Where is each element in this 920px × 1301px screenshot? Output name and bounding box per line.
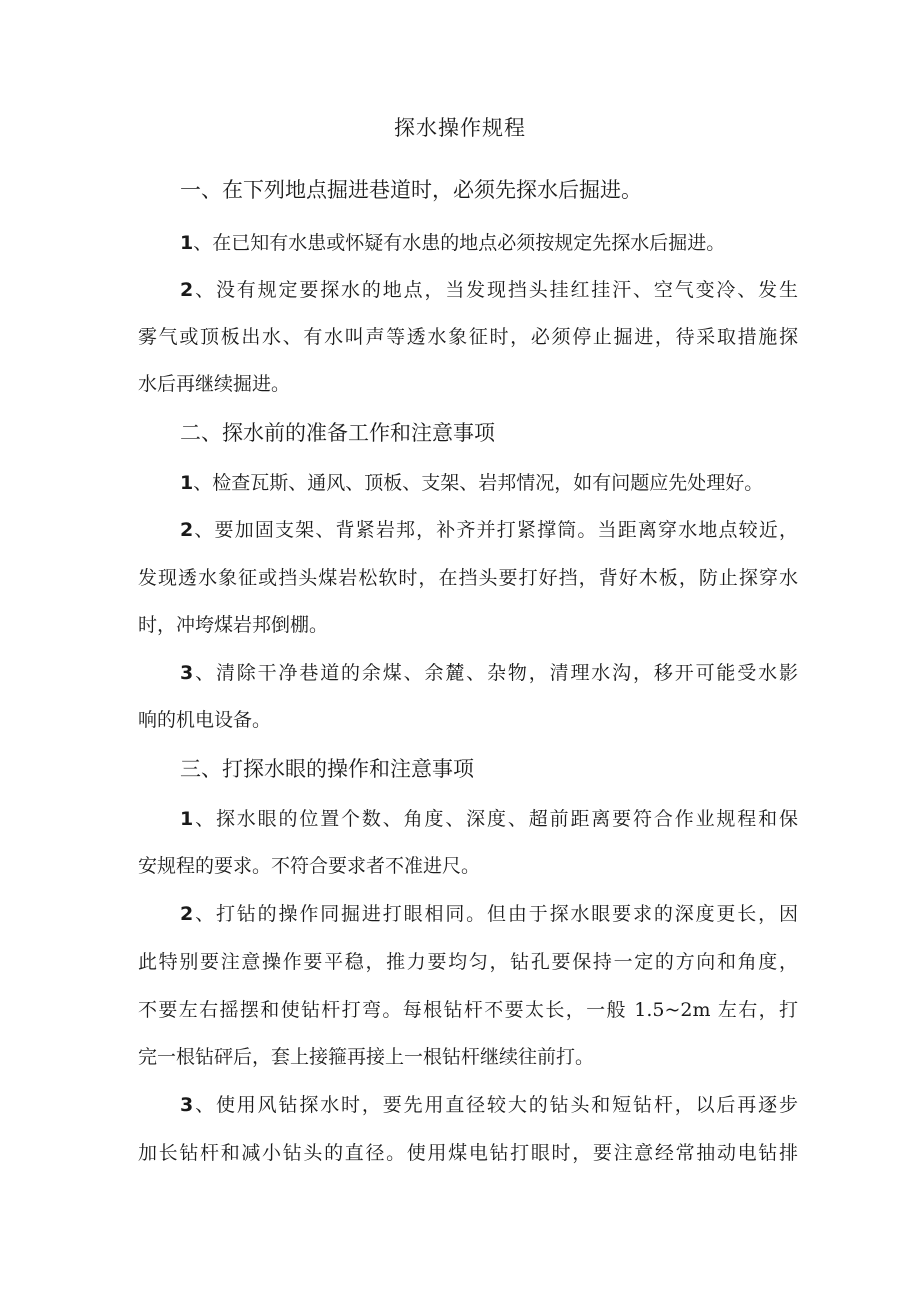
- paragraph-line: 1、检查瓦斯、通风、顶板、支架、岩邦情况，如有问题应先处理好。: [180, 472, 764, 494]
- item-number: 2: [180, 519, 194, 541]
- item-number: 2: [180, 279, 194, 301]
- paragraph-line: 发现透水象征或挡头煤岩松软时，在挡头要打好挡，背好木板，防止探穿水: [138, 567, 798, 589]
- paragraph-line: 3、清除干净巷道的余煤、余麓、杂物，清理水沟，移开可能受水影: [180, 662, 798, 684]
- paragraph-line: 2、要加固支架、背紧岩邦，补齐并打紧撑筒。当距离穿水地点较近，: [180, 519, 798, 541]
- paragraph-line: 安规程的要求。不符合要求者不准进尺。: [138, 855, 481, 877]
- item-number: 2: [180, 903, 194, 925]
- paragraph-line: 水后再继续掘进。: [138, 373, 291, 395]
- paragraph-line: 1、在已知有水患或怀疑有水患的地点必须按规定先探水后掘进。: [180, 232, 726, 254]
- item-number: 3: [180, 1094, 194, 1116]
- paragraph-line: 雾气或顶板出水、有水叫声等透水象征时，必须停止掘进，待采取措施探: [138, 326, 798, 348]
- item-number: 3: [180, 662, 194, 684]
- document-title: 探水操作规程: [394, 116, 526, 140]
- paragraph-line: 完一根钻砰后，套上接箍再接上一根钻杆继续往前打。: [138, 1046, 595, 1068]
- section-heading-3: 三、打探水眼的操作和注意事项: [180, 757, 474, 781]
- paragraph-line: 时，冲垮煤岩邦倒棚。: [138, 614, 329, 636]
- paragraph-line: 2、没有规定要探水的地点，当发现挡头挂红挂汗、空气变冷、发生: [180, 279, 798, 301]
- item-number: 1: [180, 472, 194, 494]
- paragraph-line: 响的机电设备。: [138, 709, 272, 731]
- paragraph-line: 不要左右摇摆和使钻杆打弯。每根钻杆不要太长，一般 1.5~2m 左右，打: [138, 999, 798, 1021]
- paragraph-line: 加长钻杆和减小钻头的直径。使用煤电钻打眼时，要注意经常抽动电钻排: [138, 1142, 798, 1164]
- paragraph-line: 2、打钻的操作同掘进打眼相同。但由于探水眼要求的深度更长，因: [180, 903, 798, 925]
- item-number: 1: [180, 808, 194, 830]
- section-heading-1: 一、在下列地点掘进巷道时，必须先探水后掘进。: [180, 178, 642, 202]
- paragraph-line: 此特别要注意操作要平稳，推力要均匀，钻孔要保持一定的方向和角度，: [138, 951, 798, 973]
- paragraph-line: 1、探水眼的位置个数、角度、深度、超前距离要符合作业规程和保: [180, 808, 798, 830]
- section-heading-2: 二、探水前的准备工作和注意事项: [180, 421, 495, 445]
- paragraph-line: 3、使用风钻探水时，要先用直径较大的钻头和短钻杆，以后再逐步: [180, 1094, 798, 1116]
- item-number: 1: [180, 232, 194, 254]
